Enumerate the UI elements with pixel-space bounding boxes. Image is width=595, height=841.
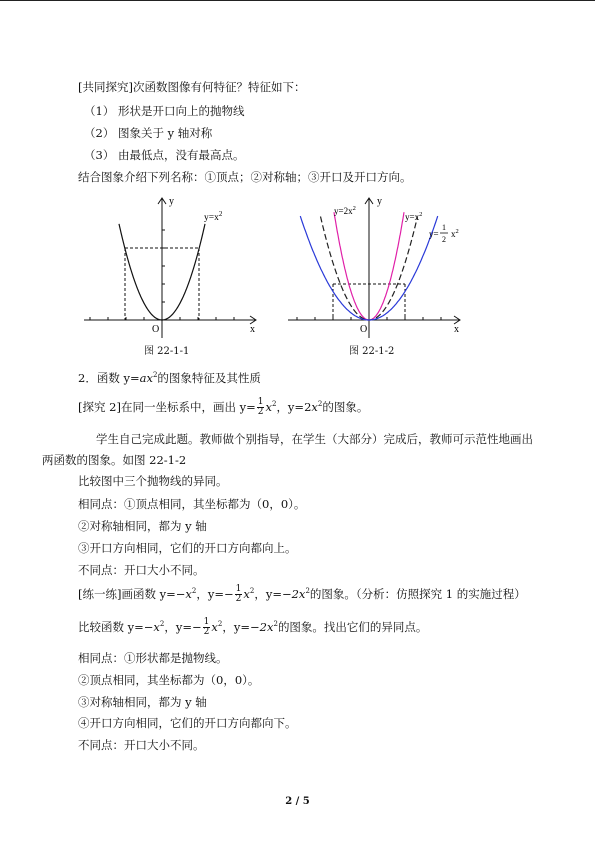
svg-text:1: 1 [442, 223, 446, 232]
paragraph-line-1: 学生自己完成此题。教师做个别指导，在学生（大部分）完成后，教师可示范性地画出 [96, 432, 533, 446]
origin-label: O [360, 324, 368, 335]
compare-line: 比较图中三个抛物线的异同。 [78, 474, 228, 488]
explore2-line: [探究 2]在同一坐标系中，画出 y= $\frac{1}{2}$ $x^2$，$y=2x^2$的图象。 [78, 397, 369, 418]
figure2-caption: 图 22-1-2 [349, 346, 395, 357]
x-axis-label: x [250, 324, 255, 335]
fraction-half: $\frac{1}{2}$ [257, 397, 264, 418]
svg-text:y=: y= [429, 229, 439, 239]
page-number: 2 / 5 [285, 796, 310, 807]
item-number: （2） [84, 126, 115, 140]
curve-label-y-x2: $y=x^2$ [204, 210, 223, 223]
paragraph-line-2: 两函数的图象。如图 22-1-2 [42, 453, 187, 467]
item-number: （3） [84, 148, 115, 162]
feature-item-1 [84, 104, 244, 118]
x-axis-label: x [454, 324, 459, 335]
header-rule [0, 0, 595, 1]
item-number: （1） [84, 104, 115, 118]
diff-point: 不同点：开口大小不同。 [78, 563, 205, 577]
origin-label: O [152, 324, 160, 335]
figure-22-1-2 [284, 192, 474, 342]
figure1-caption: 图 22-1-1 [144, 346, 190, 357]
item-text: 图象关于 y 轴对称 [117, 126, 213, 140]
svg-text:x2: $x^2$ [451, 228, 459, 239]
label-y-x2: $y=x^2$ [405, 211, 423, 222]
section2-title: 2．函数 $y=ax^2$的图象特征及其性质 [78, 370, 261, 385]
conclusion-same-4: ④开口方向相同，它们的开口方向都向下。 [78, 716, 297, 730]
same-point-1: 相同点：①顶点相同，其坐标都为（0，0）。 [78, 497, 306, 511]
svg-text:2: 2 [442, 235, 446, 244]
feature-item-2 [84, 126, 212, 140]
item-text: 形状是开口向上的抛物线 [117, 104, 245, 118]
conclusion-same-3: ③对称轴相同，都为 y 轴 [78, 695, 207, 709]
conclusion-diff: 不同点：开口大小不同。 [78, 738, 205, 752]
y-axis-label: y [377, 196, 382, 207]
names-line: 结合图象介绍下列名称：①顶点；②对称轴；③开口及开口方向。 [78, 170, 412, 184]
label-y-2x2: $y=2x^2$ [334, 205, 356, 216]
conclusion-same-2: ②顶点相同，其坐标都为（0，0）。 [78, 673, 260, 687]
fraction-half: $\frac{1}{2}$ [235, 584, 242, 605]
same-point-2: ②对称轴相同，都为 y 轴 [78, 519, 207, 533]
compare2-line: 比较函数 $y=-x^2$，y=− $\frac{1}{2}$ $x^2$，$y=-2x^2$的图象。找出它们的异同点。 [78, 617, 428, 638]
conclusion-same-1: 相同点：①形状都是抛物线。 [78, 651, 228, 665]
practice-line: [练一练]画函数 $y=-x^2$，y=− $\frac{1}{2}$ $x^2$，$y=-2x^2$的图象。（分析：仿照探究 1 的实施过程） [78, 584, 526, 605]
fraction-half: $\frac{1}{2}$ [203, 617, 210, 638]
figure-22-1-1 [78, 192, 268, 342]
y-axis-label: y [169, 196, 174, 207]
label-y-half-x2 [429, 223, 459, 244]
intro-heading: [共同探究]次函数图像有何特征？特征如下： [78, 80, 306, 94]
item-text: 由最低点，没有最高点。 [117, 148, 245, 162]
same-point-3: ③开口方向相同，它们的开口方向都向上。 [78, 541, 297, 555]
feature-item-3 [84, 148, 244, 162]
